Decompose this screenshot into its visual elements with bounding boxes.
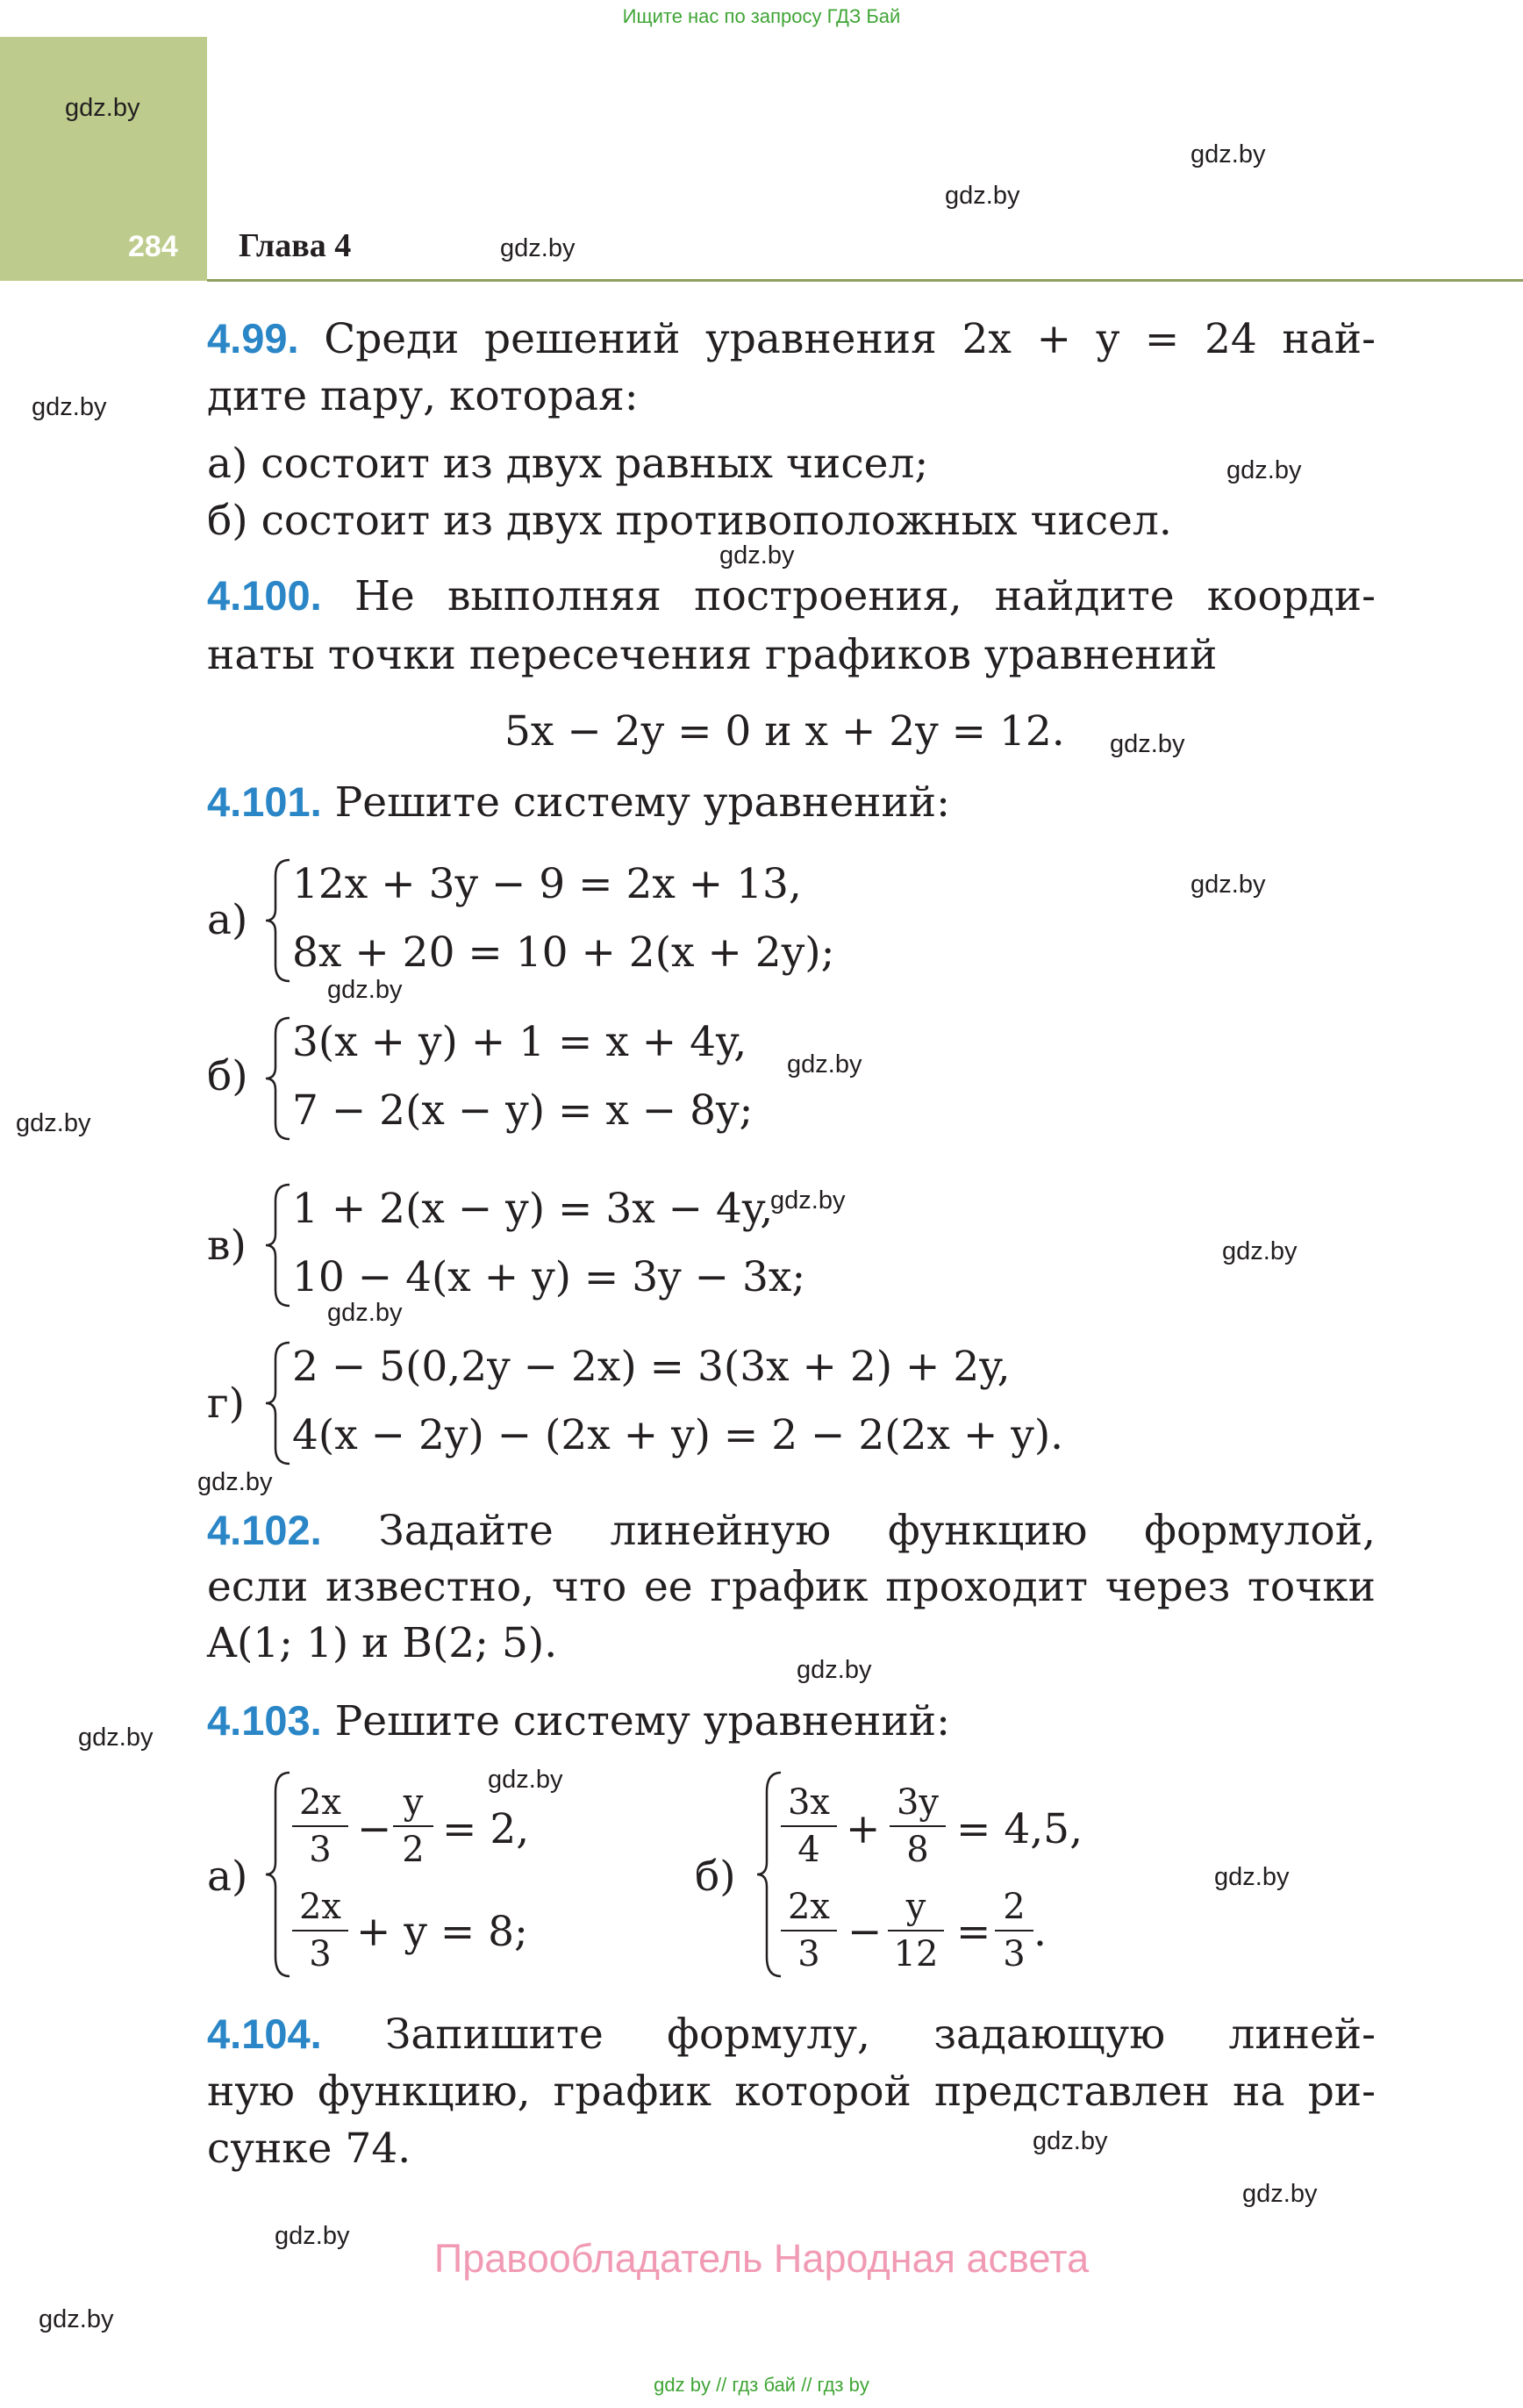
equation: 4(x − 2y) − (2x + y) = 2 − 2(2x + y).	[292, 1411, 1064, 1459]
operator: −	[357, 1805, 392, 1853]
watermark: gdz.by	[1226, 456, 1302, 484]
problem-number: 4.104.	[207, 2010, 322, 2057]
brace-icon	[754, 1771, 784, 1978]
equation: 2 − 5(0,2y − 2x) = 3(3x + 2) + 2y,	[292, 1343, 1011, 1391]
page-number: 284	[128, 230, 178, 263]
bottom-links[interactable]: gdz by // гдз бай // гдз by	[654, 2374, 869, 2396]
problem-number: 4.103.	[207, 1697, 322, 1744]
problem-4-101-header: 4.101. Решите систему уравнений:	[207, 778, 950, 827]
equation: 3(x + y) + 1 = x + 4y,	[292, 1018, 747, 1066]
punctuation: .	[1033, 1908, 1047, 1956]
equation: 12x + 3y − 9 = 2x + 13,	[292, 860, 802, 908]
problem-4-102-line3: A(1; 1) и B(2; 5).	[207, 1619, 558, 1667]
equation: 10 − 4(x + y) = 3y − 3x;	[292, 1253, 806, 1301]
operator: =	[956, 1908, 991, 1956]
watermark: gdz.by	[1222, 1237, 1298, 1265]
watermark: gdz.by	[770, 1186, 846, 1215]
problem-number: 4.102.	[207, 1507, 322, 1553]
brace-icon	[263, 1016, 293, 1141]
system-label: б)	[695, 1853, 736, 1901]
system-label: г)	[207, 1380, 245, 1428]
watermark: gdz.by	[500, 234, 576, 262]
watermark: gdz.by	[719, 541, 795, 570]
problem-number: 4.100.	[207, 572, 322, 619]
fraction: y 12	[888, 1889, 944, 1972]
system-label: в)	[207, 1222, 247, 1270]
watermark: gdz.by	[1242, 2180, 1318, 2208]
problem-4-99-line1: 4.99. Среди решений уравнения 2x + y = 24 най-	[207, 315, 1376, 363]
watermark: gdz.by	[797, 1656, 872, 1684]
fraction: 2x 3	[292, 1889, 348, 1972]
fraction: y 2	[393, 1785, 433, 1867]
operator: +	[846, 1805, 881, 1853]
problem-4-104-line1: 4.104. Запишите формулу, задающую линей-	[207, 2010, 1376, 2059]
problem-4-100-line2: наты точки пересечения графиков уравнений	[207, 631, 1218, 679]
watermark: gdz.by	[945, 182, 1020, 210]
operator: −	[847, 1908, 883, 1956]
watermark: gdz.by	[1214, 1863, 1290, 1891]
fraction: 2x 3	[781, 1889, 837, 1972]
brace-icon	[263, 1771, 293, 1978]
problem-4-99-option-b: б) состоит из двух противоположных чисел.	[207, 497, 1172, 545]
chapter-title: Глава 4	[239, 227, 352, 264]
watermark: gdz.by	[65, 94, 140, 122]
watermark: gdz.by	[488, 1766, 563, 1794]
brace-icon	[263, 858, 293, 983]
problem-4-102-line2: если известно, что ее график проходит через точки	[207, 1563, 1376, 1611]
equation: = 2,	[442, 1805, 530, 1853]
top-note-link[interactable]: Ищите нас по запросу ГДЗ Бай	[622, 5, 901, 27]
problem-4-102-line1: 4.102. Задайте линейную функцию формулой,	[207, 1507, 1376, 1555]
watermark: gdz.by	[327, 976, 403, 1004]
problem-4-103-header: 4.103. Решите систему уравнений:	[207, 1697, 950, 1745]
brace-icon	[263, 1183, 293, 1308]
problem-4-100-equation: 5x − 2y = 0 и x + 2y = 12.	[504, 707, 1065, 756]
watermark: gdz.by	[1191, 871, 1266, 899]
watermark: gdz.by	[787, 1050, 862, 1079]
equation: 1 + 2(x − y) = 3x − 4y,	[292, 1185, 774, 1233]
watermark: gdz.by	[32, 393, 107, 421]
watermark: gdz.by	[275, 2222, 350, 2250]
problem-number: 4.101.	[207, 778, 322, 825]
watermark: gdz.by	[327, 1299, 403, 1327]
watermark: gdz.by	[39, 2305, 114, 2333]
watermark: gdz.by	[16, 1109, 91, 1137]
fraction: 3x 4	[781, 1785, 837, 1867]
watermark: gdz.by	[1191, 140, 1266, 168]
problem-4-104-line3: сунке 74.	[207, 2125, 411, 2173]
watermark: gdz.by	[78, 1724, 154, 1752]
header-rule	[207, 279, 1523, 282]
problem-4-99-option-a: а) состоит из двух равных чисел;	[207, 440, 929, 488]
fraction: 3y 8	[890, 1785, 946, 1867]
copyright-notice: Правообладатель Народная асвета	[433, 2236, 1090, 2281]
equation: 7 − 2(x − y) = x − 8y;	[292, 1086, 754, 1135]
brace-icon	[263, 1341, 293, 1466]
system-label: б)	[207, 1052, 248, 1100]
equation: 8x + 20 = 10 + 2(x + 2y);	[292, 928, 835, 977]
watermark: gdz.by	[1033, 2127, 1108, 2155]
watermark: gdz.by	[197, 1468, 273, 1496]
system-label: а)	[207, 896, 248, 944]
problem-4-99-line2: дите пару, которая:	[207, 372, 639, 420]
equation: + y = 8;	[356, 1908, 528, 1956]
fraction: 2 3	[995, 1889, 1033, 1972]
equation: = 4,5,	[956, 1805, 1083, 1853]
fraction: 2x 3	[292, 1785, 348, 1867]
watermark: gdz.by	[1110, 730, 1185, 758]
system-label: а)	[207, 1853, 248, 1901]
problem-4-104-line2: ную функцию, график которой представлен на ри-	[207, 2068, 1376, 2116]
problem-number: 4.99.	[207, 315, 299, 362]
problem-4-100-line1: 4.100. Не выполняя построения, найдите коорди-	[207, 572, 1376, 620]
